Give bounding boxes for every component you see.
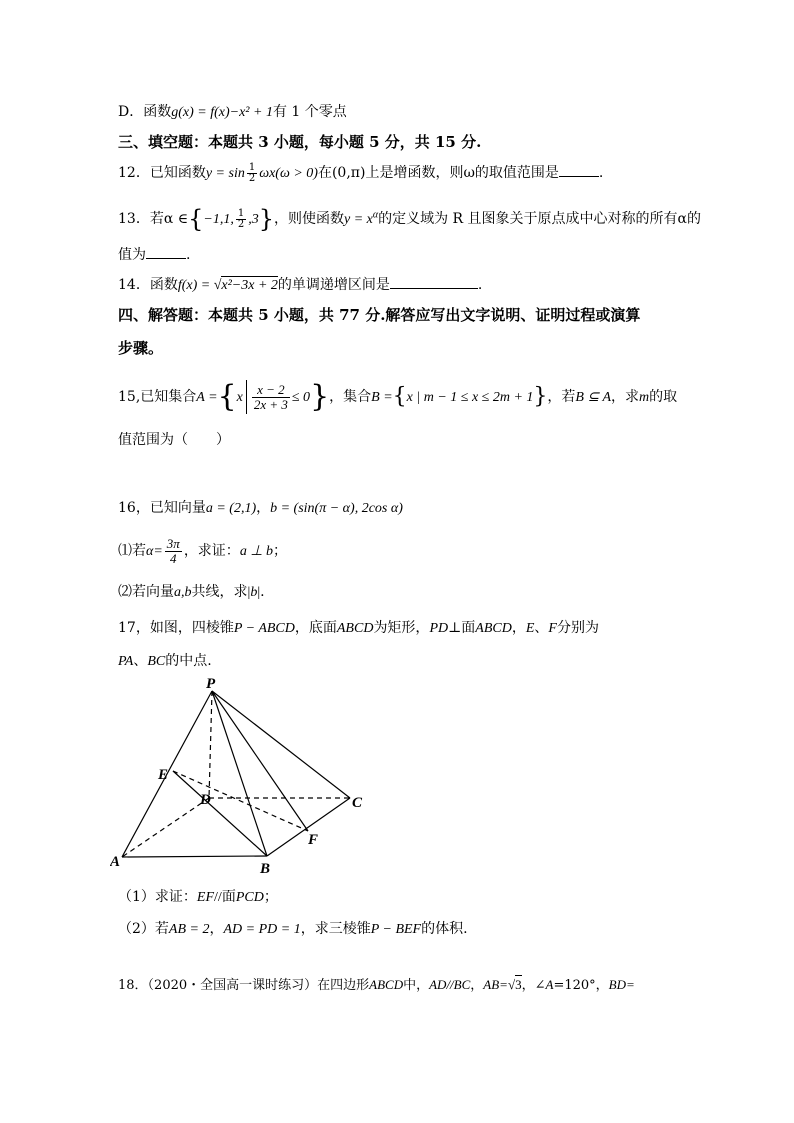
q17-sub2-ab: AB = 2 [168, 922, 210, 937]
label-c: C [352, 795, 363, 811]
edge-pc [212, 691, 350, 798]
q17-base2: ABCD [475, 621, 512, 636]
question-17-sub1 [118, 887, 278, 908]
q15-line2: 值范围为（ ） [118, 432, 230, 448]
question-18: 18．（2020・全国高一课时练习）在四边形ABCD中，AD//BC，AB=√3，∠A=120°，BD= [118, 977, 635, 993]
question-14: 14．函数f(x) = √x²−3x + 2的单调递增区间是 . [118, 274, 482, 296]
q16-comma: ， [256, 500, 271, 516]
q12-prefix: 12．已知函数 [118, 165, 206, 181]
q15-mid: ，集合 [329, 389, 372, 405]
q16-a-def: a = (2,1) [205, 501, 257, 516]
q17-sub1-mid: 面 [221, 889, 236, 905]
q17-base: ABCD [336, 621, 374, 636]
q13-set-a: −1,1, [203, 212, 234, 227]
q16-p1-prefix: ⑴若 [118, 543, 146, 559]
option-d-formula: g(x) = f(x)−x² + 1 [171, 105, 273, 120]
q17-sub2-mid: ，求三棱锥 [300, 921, 371, 937]
q14-radicand: x²−3x + 2 [221, 278, 278, 293]
q16-p2-end: . [260, 584, 265, 600]
q17-sub2-end: 的体积. [421, 921, 468, 937]
q17-line1-prefix: 17，如图，四棱锥 [118, 620, 234, 636]
q17-line1-end: 分别为 [556, 620, 599, 636]
q14-prefix: 14．函数 [118, 277, 178, 293]
section-4-heading-line1: 四、解答题：本题共 5 小题，共 77 分.解答应写出文字说明、证明过程或演算 [118, 306, 641, 324]
q18-deg: =120°， [553, 978, 609, 993]
question-17 [118, 618, 599, 639]
q14-answer-blank[interactable] [390, 274, 478, 289]
q12-frac-den: 2 [248, 172, 256, 184]
section-3-heading: 三、填空题：本题共 3 小题，每小题 5 分，共 15 分. [118, 133, 482, 151]
q16-b-def: b = (sin(π − α), 2cos α) [270, 501, 403, 516]
q15-frac-num: x − 2 [252, 383, 290, 398]
q17-sub1-ef: EF [196, 890, 215, 905]
q18-sep1: ， [470, 978, 484, 993]
question-17-line2 [118, 651, 212, 672]
q18-bd: BD= [608, 977, 635, 992]
q17-sub2-sep: ， [209, 921, 224, 937]
q16-p1-mid: ，求证： [183, 543, 240, 559]
question-16 [118, 498, 403, 519]
q13-sup: α [372, 209, 379, 221]
q17-sub1-pcd: PCD [235, 890, 264, 905]
q17-sub1-par: // [214, 890, 222, 905]
q12-frac-num: 1 [248, 161, 256, 173]
q16-p2-mid: 共线，求 [191, 584, 248, 600]
q18-prefix: 18．（2020・全国高一课时练习）在四边形 [118, 978, 370, 993]
label-b: B [260, 861, 271, 877]
q15-prefix: 15,已知集合 [118, 389, 197, 405]
q17-line1-mid4: ， [511, 620, 526, 636]
q16-p1-num: 3π [166, 535, 180, 551]
q17-bc: BC [147, 654, 166, 669]
label-p: P [206, 676, 216, 692]
q17-line2-end: 的中点. [165, 653, 212, 669]
q17-sub1-prefix: （1）求证： [118, 889, 197, 905]
q13-line2: 值为 [118, 247, 146, 263]
q15-frac-den: 2x + 3 [253, 396, 288, 412]
option-d [118, 102, 347, 123]
q13-set-b: ,3 [248, 212, 259, 227]
q17-e: E [525, 621, 535, 636]
q13-answer-blank[interactable] [146, 244, 186, 259]
q13-prefix: 13．若α ∈ [118, 211, 189, 227]
q18-ab: AB= [483, 977, 508, 992]
label-f: F [308, 832, 319, 848]
q14-end: . [477, 277, 483, 293]
edge-pd-hidden [209, 691, 212, 798]
q18-mid1: 中， [403, 978, 430, 993]
q12-mid: 在(0,π)上是增函数，则ω的取值范围是 [317, 165, 559, 181]
q17-sub2-adpd: AD = PD = 1 [223, 922, 301, 937]
q18-sep2: ，∠ [521, 978, 546, 993]
q13-frac-den: 2 [237, 218, 245, 230]
q12-answer-blank[interactable] [559, 162, 599, 177]
q17-line1-mid2: 为矩形， [373, 620, 430, 636]
q15-set-b-body: x | m − 1 ≤ x ≤ 2m + 1 [406, 390, 534, 405]
q12-formula: y = sin [205, 166, 245, 181]
q12-formula2: ωx(ω > 0) [259, 166, 318, 181]
q16-p1-end: ； [273, 543, 288, 559]
q15-x: x [236, 390, 243, 405]
q13-end: . [186, 247, 191, 263]
q14-formula: f(x) = [177, 278, 214, 293]
q17-sep2: 、 [133, 653, 148, 669]
q16-p2-abs: b [250, 585, 258, 600]
label-d: D [200, 792, 211, 808]
q15-tail2: ，求 [611, 389, 640, 405]
q17-sub2-pbef: P − BEF [370, 922, 422, 937]
q15-cond: B ⊆ A [575, 390, 612, 405]
question-17-sub2 [118, 919, 468, 940]
edge-pf [212, 691, 308, 831]
q17-pa: PA [118, 654, 134, 669]
pyramid-figure [110, 674, 370, 884]
q12-end: . [598, 165, 604, 181]
question-13-line2 [118, 244, 190, 265]
q18-sqrt3: 3 [515, 977, 522, 992]
q16-p2-vec: a,b [174, 585, 192, 600]
q15-set-a: A = [196, 390, 218, 405]
q17-sub1-end: ； [263, 889, 278, 905]
question-15: 15,已知集合A ={x $\frac{x - 2}{2x + 3}$ ≤ 0}，集合B ={x | m − 1 ≤ x ≤ 2m + 1}，若B ⊆ A，求m的取 [118, 379, 678, 414]
q15-set-b: B = [371, 390, 393, 405]
q17-pyramid: P − ABCD [233, 621, 295, 636]
question-13: 13．若α ∈{−1,1, $\frac{1}{2}$ ,3}，则使函数$y = x^\alpha$的定义域为 R 且图象关于原点成中心对称的所有α的 [118, 205, 702, 233]
question-16-part1 [118, 532, 287, 571]
q15-tail3: 的取 [649, 389, 678, 405]
option-d-label: D．函数 [118, 104, 172, 120]
label-a: A [110, 854, 121, 870]
q16-p1-rel: a ⊥ b [239, 544, 274, 559]
q13-frac-num: 1 [237, 207, 245, 219]
q17-sub2-prefix: （2）若 [118, 921, 169, 937]
q17-f: F [548, 621, 557, 636]
question-12 [118, 162, 603, 184]
q13-tail: 的定义域为 R 且图象关于原点成中心对称的所有α的 [378, 211, 702, 227]
label-e: E [158, 767, 169, 783]
question-16-part2: ⑵若向量a,b共线，求|b|. [118, 584, 265, 600]
section-4-heading-line2: 步骤。 [118, 339, 164, 357]
q17-sep: 、 [534, 620, 549, 636]
q14-tail: 的单调递增区间是 [277, 277, 390, 293]
q18-abcd: ABCD [369, 977, 404, 992]
edge-ab [122, 856, 267, 857]
q17-line1-mid3: ⊥面 [448, 620, 476, 636]
q17-line1-mid: ，底面 [294, 620, 337, 636]
q13-mid: ，则使函数 [273, 211, 344, 227]
q13-formula: y = x [343, 212, 373, 227]
q18-a: A [545, 977, 554, 992]
q16-p1-alpha: α= [146, 544, 163, 559]
q16-prefix: 16，已知向量 [118, 500, 206, 516]
q15-leq0: ≤ 0 [291, 390, 311, 405]
option-d-rest: 有 1 个零点 [272, 104, 347, 120]
q17-pd: PD [429, 621, 449, 636]
q16-p2-prefix: ⑵若向量 [118, 584, 174, 600]
q16-p1-den: 4 [170, 550, 177, 566]
edge-da-hidden [122, 798, 209, 857]
q18-adbc: AD//BC [429, 977, 471, 992]
q15-tail1: ，若 [547, 389, 576, 405]
q15-m: m [639, 390, 650, 405]
